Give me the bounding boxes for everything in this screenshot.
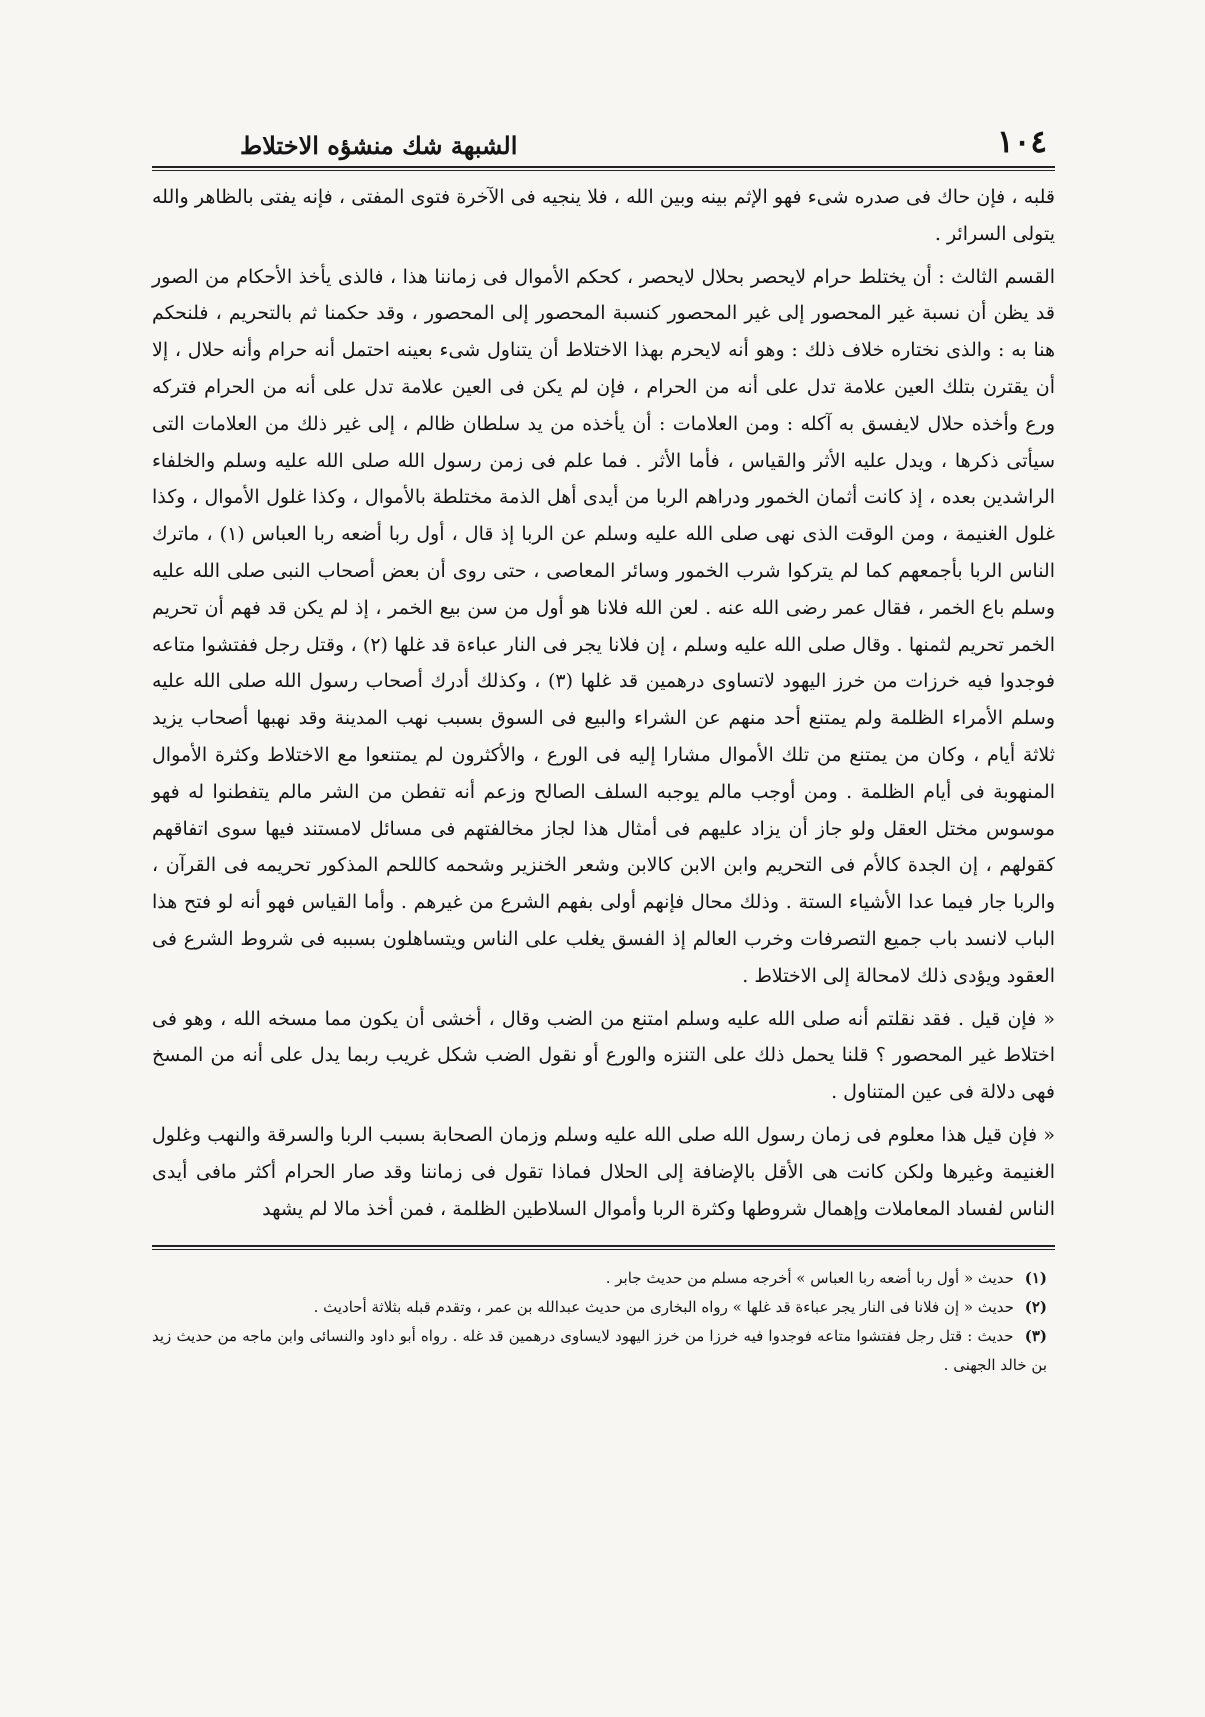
footnote-number: (٢) xyxy=(1024,1298,1047,1317)
footnote-rule xyxy=(152,1245,1055,1250)
footnote-number: (٣) xyxy=(1024,1327,1047,1346)
paragraph: « فإن قيل . فقد نقلتم أنه صلى الله عليه وسلم امتنع من الضب وقال ، أخشى أن يكون مما مسخه الله ، وهو فى اختلاط غير المحصور ؟ قلنا يحمل ذلك على التنزه والورع أو نقول الضب شكل غريب ربما يدل على أنه من المسخ فهى دلالة فى عين المتناول . xyxy=(152,1007,1055,1104)
footnote xyxy=(152,1322,1055,1380)
paragraph: القسم الثالث : أن يختلط حرام لايحصر بحلال لايحصر ، كحكم الأموال فى زماننا هذا ، فالذى يأخذ الأحكام من الصور قد يظن أن نسبة غير المحصور إلى غير المحصور كنسبة المحصور إلى المحصور ، وقد حكمنا ثم بالتحريم ، فلنحكم هنا به : والذى نختاره خلاف ذلك : وهو أنه لايحرم بهذا الاختلاط أن يتناول شىء بعينه احتمل أنه حرام وأنه حلال ، إلا أن يقترن بتلك العين علامة تدل على أنه من الحرام ، فإن لم يكن فى العين علامة تدل على أنه من الحرام فتركه ورع وأخذه حلال لايفسق به آكله : ومن العلامات : أن يأخذه من يد سلطان ظالم ، إلى غير ذلك من العلامات التى سيأتى ذكرها ، ويدل عليه الأثر والقياس ، فأما الأثر . فما علم فى زمن رسول الله صلى الله عليه وسلم والخلفاء الراشدين بعده ، إذ كانت أثمان الخمور ودراهم الربا من أيدى أهل الذمة مختلطة بالأموال ، وكذا غلول الأموال ، وكذا غلول الغنيمة ، ومن الوقت الذى نهى صلى الله عليه وسلم عن الربا إذ قال ، أول ربا أضعه ربا العباس (١) ، ماترك الناس الربا بأجمعهم كما لم يتركوا شرب الخمور وسائر المعاصى ، حتى روى أن بعض أصحاب النبى صلى الله عليه وسلم باع الخمر ، فقال عمر رضى الله عنه . لعن الله فلانا هو أول من سن بيع الخمر ، إذ لم يكن قد فهم أن تحريم الخمر تحريم لثمنها . وقال صلى الله عليه وسلم ، إن فلانا يجر فى النار عباءة قد غلها (٢) ، وقتل رجل ففتشوا متاعه فوجدوا فيه خرزات من خرز اليهود لاتساوى درهمين قد غلها (٣) ، وكذلك أدرك أصحاب رسول الله صلى الله عليه وسلم الأمراء الظلمة ولم يمتنع أحد منهم عن الشراء والبيع فى السوق بسبب نهب المدينة وقد نهبها أصحاب يزيد ثلاثة أيام ، وكان من يمتنع من تلك الأموال مشارا إليه فى الورع ، والأكثرون لم يمتنعوا مع الاختلاط وكثرة الأموال المنهوبة فى أيام الظلمة . ومن أوجب مالم يوجبه السلف الصالح وزعم أنه تفطن من الشر مالم يتفطنوا له فهو موسوس مختل العقل ولو جاز أن يزاد عليهم فى أمثال هذا لجاز مخالفتهم فى مسائل لامستند فيها سوى اتفاقهم كقولهم ، إن الجدة كالأم فى التحريم وابن الابن كالابن وشعر الخنزير وشحمه كاللحم المذكور تحريمه فى القرآن ، والربا جار فيما عدا الأشياء الستة . وذلك محال فإنهم أولى بفهم الشرع من غيرهم . وأما القياس فهو أنه لو فتح هذا الباب لانسد باب جميع التصرفات وخرب العالم إذ الفسق يغلب على الناس ويتساهلون بسببه فى شروط الشرع فى العقود ويؤدى ذلك لامحالة إلى الاختلاط . xyxy=(152,265,1056,987)
footnote-text: حديث « أول ربا أضعه ربا العباس » أخرجه مسلم من حديث جابر . xyxy=(605,1269,1014,1288)
main-text xyxy=(152,179,1055,1227)
page-number: ١٠٤ xyxy=(997,124,1047,160)
paragraph: قلبه ، فإن حاك فى صدره شىء فهو الإثم بينه وبين الله ، فلا ينجيه فى الآخرة فتوى المفتى ، فإنه يفتى بالظاهر والله يتولى السرائر . xyxy=(152,186,1055,245)
footnote-text: حديث : قتل رجل ففتشوا متاعه فوجدوا فيه خرزا من خرز اليهود لايساوى درهمين قد غله . رواه أبو داود والنسائى وابن ماجه من حديث زيد بن خالد الجهنى . xyxy=(152,1327,1047,1375)
footnote-text: حديث « إن فلانا فى النار يجر عباءة قد غلها » رواه البخارى من حديث عبدالله بن عمر ، وتقدم قبله بثلاثة أحاديث . xyxy=(313,1298,1014,1317)
paragraph: « فإن قيل هذا معلوم فى زمان رسول الله صلى الله عليه وسلم وزمان الصحابة بسبب الربا والسرقة والنهب وغلول الغنيمة وغيرها ولكن كانت هى الأقل بالإضافة إلى الحلال فماذا تقول فى زماننا وقد صار الحرام أكثر مافى أيدى الناس لفساد المعاملات وإهمال شروطها وكثرة الربا وأموال السلاطين الظلمة ، فمن أخذ مالا لم يشهد xyxy=(152,1123,1055,1220)
footnote xyxy=(152,1293,1055,1322)
page-header xyxy=(152,118,1055,166)
footnote-number: (١) xyxy=(1024,1269,1047,1288)
footnote xyxy=(152,1264,1055,1293)
footnotes xyxy=(152,1264,1055,1380)
running-title: الشبهة شك منشؤه الاختلاط xyxy=(240,131,518,160)
header-rule xyxy=(152,166,1055,171)
